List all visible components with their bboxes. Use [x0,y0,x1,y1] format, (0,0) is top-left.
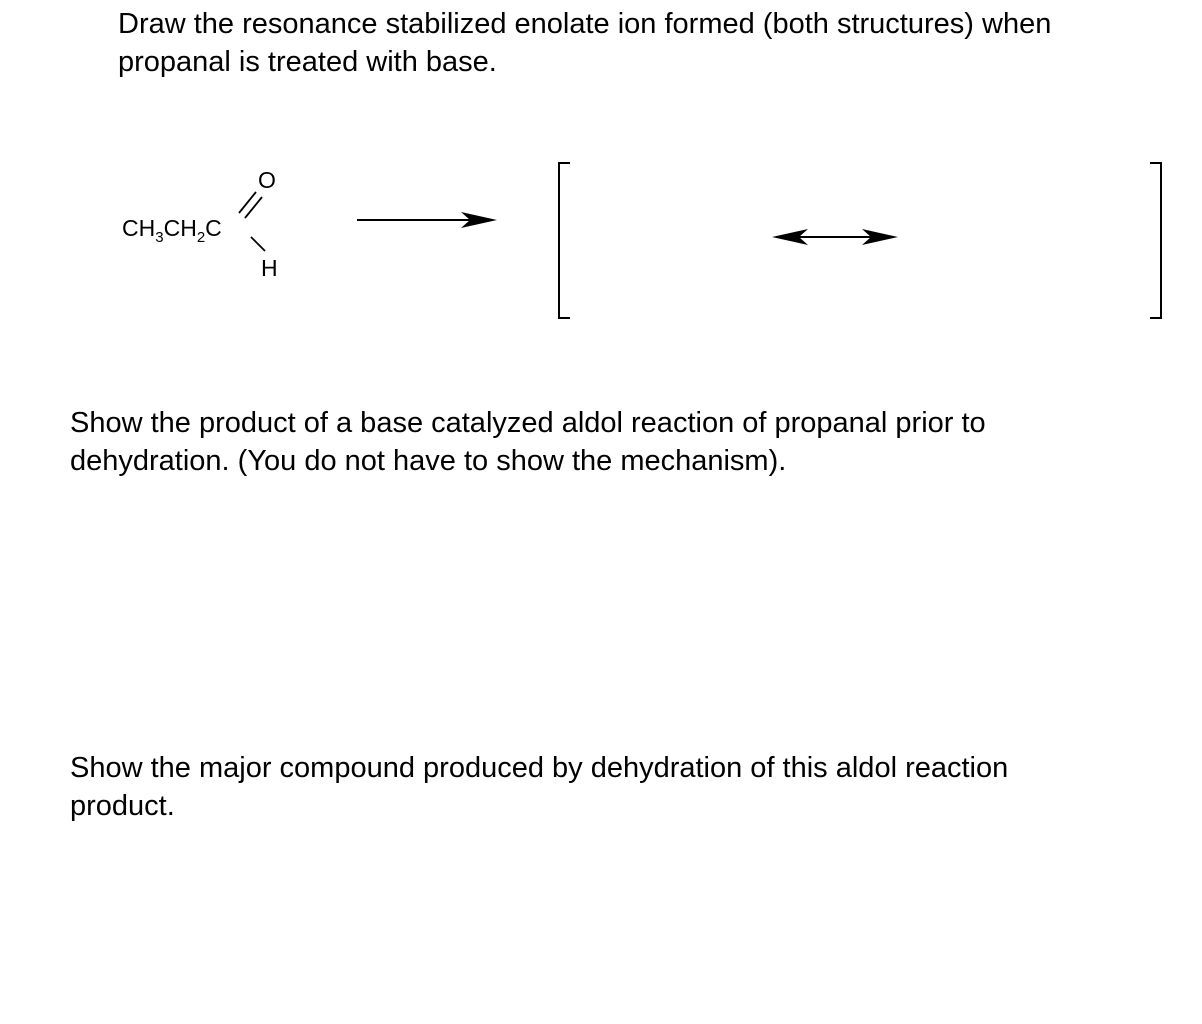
question-aldol-product: Show the product of a base catalyzed aldol reaction of propanal prior to dehydration. (You do not have to show the mechanism). [70,407,986,477]
reaction-scheme [0,150,1202,330]
question-enolate: Draw the resonance stabilized enolate ion formed (both structures) when propanal is treated with base. [118,8,1052,78]
left-bracket [559,163,570,318]
aldehyde-ch-bond [251,237,265,251]
propanal-chain-label: $CH_3CH_2C$ [122,215,222,246]
question-dehydration-product: Show the major compound produced by dehydration of this aldol reaction product. [70,752,1009,822]
carbonyl-bond-1 [239,192,256,213]
hydrogen-label: H [261,255,278,281]
carbonyl-bond-2 [245,197,262,218]
oxygen-label: O [258,167,276,193]
resonance-arrow [772,229,898,245]
right-bracket [1150,163,1161,318]
propanal-structure [122,167,278,281]
reaction-arrow [357,212,497,228]
